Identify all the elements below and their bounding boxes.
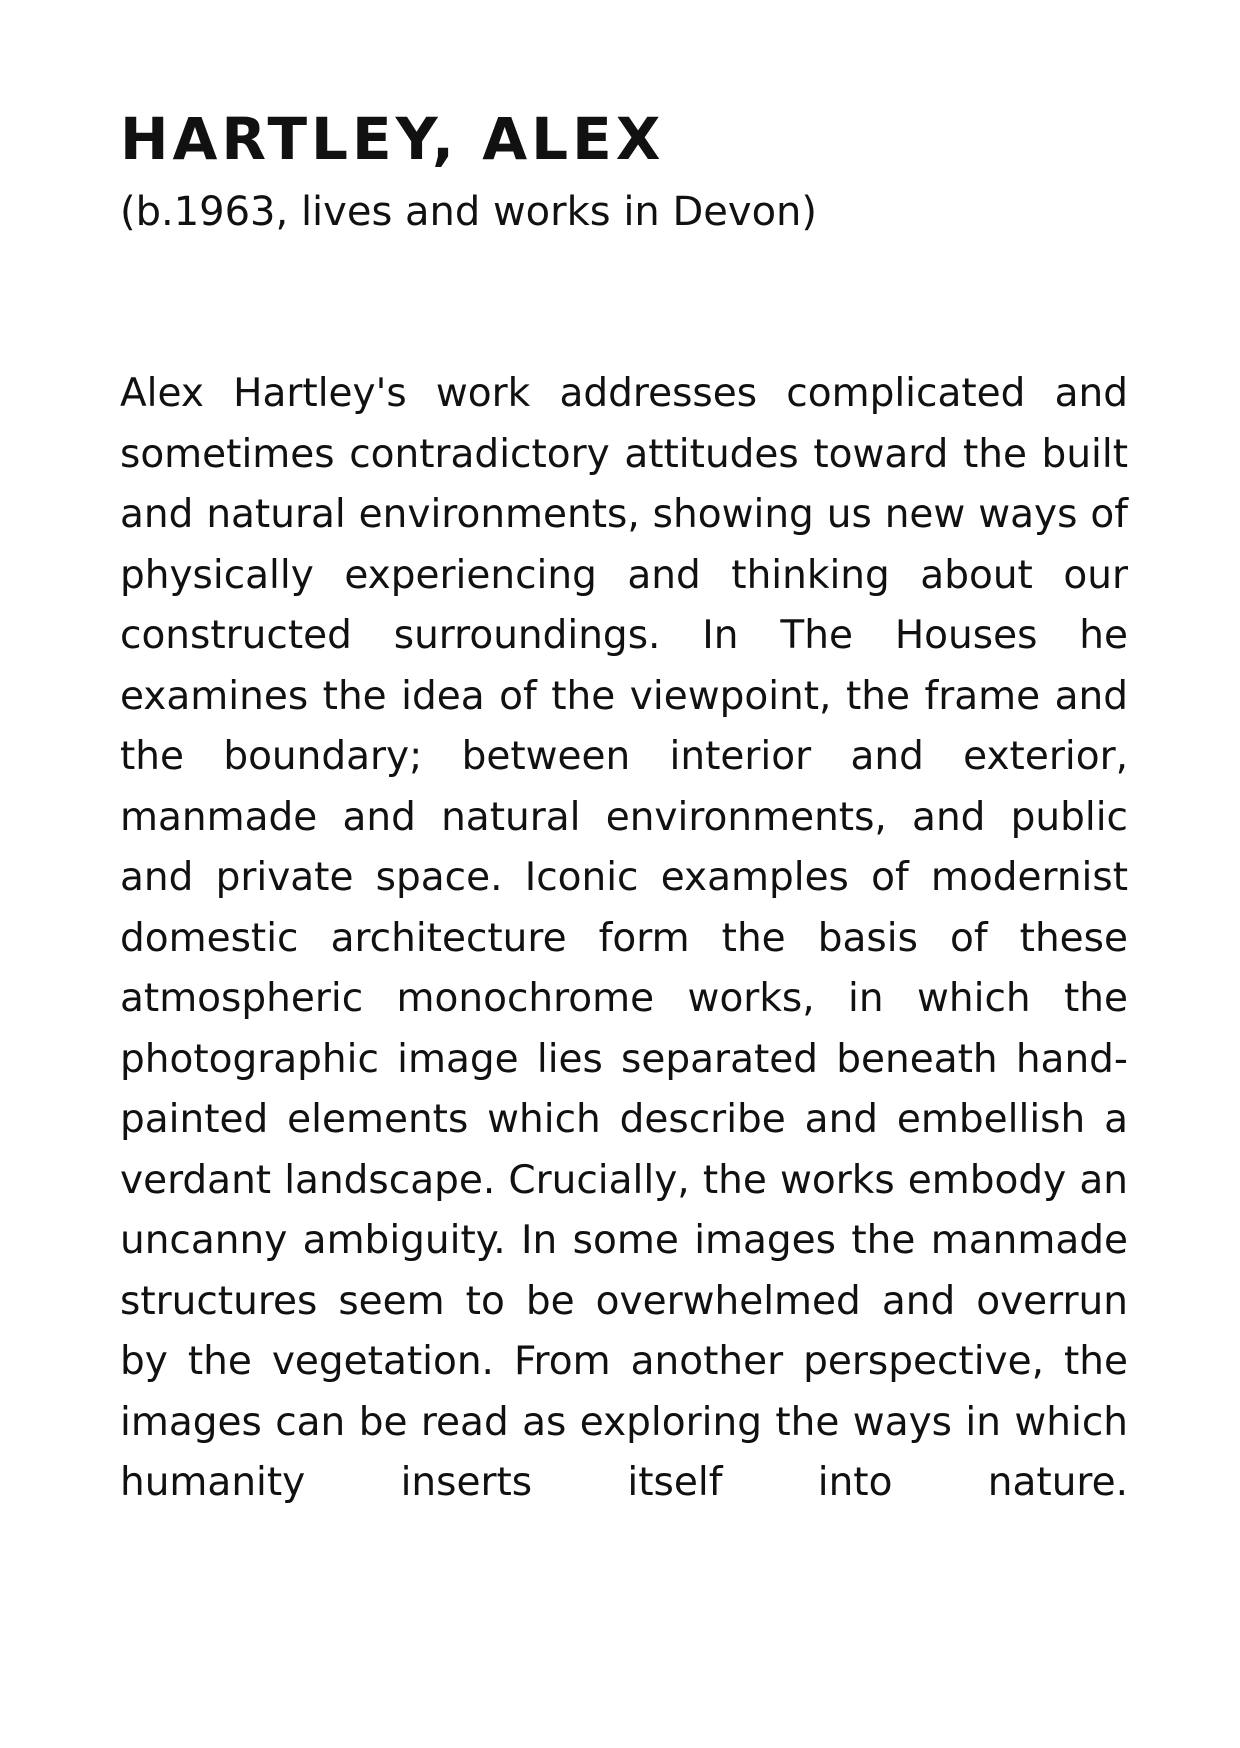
artist-name-heading: HARTLEY, ALEX bbox=[120, 105, 665, 173]
artist-bio-line: (b.1963, lives and works in Devon) bbox=[120, 189, 818, 235]
artist-statement-text: Alex Hartley's work addresses complicated and sometimes contradictory attitudes toward the built and natural environments, showing us new ways of physically experiencing and thinking about our constructed surroundings. In The Houses he examines the idea of the viewpoint, the frame and the boundary; between interior and exterior, manmade and natural environments, and public and private space. Iconic examples of modernist domestic architecture form the basis of these atmospheric monochrome works, in which the photographic image lies separated beneath hand-painted elements which describe and embellish a verdant landscape. Crucially, the works embody an uncanny ambiguity. In some images the manmade structures seem to be overwhelmed and overrun by the vegetation. From another perspective, the images can be read as exploring the ways in which humanity inserts itself into nature. bbox=[120, 371, 1128, 1505]
